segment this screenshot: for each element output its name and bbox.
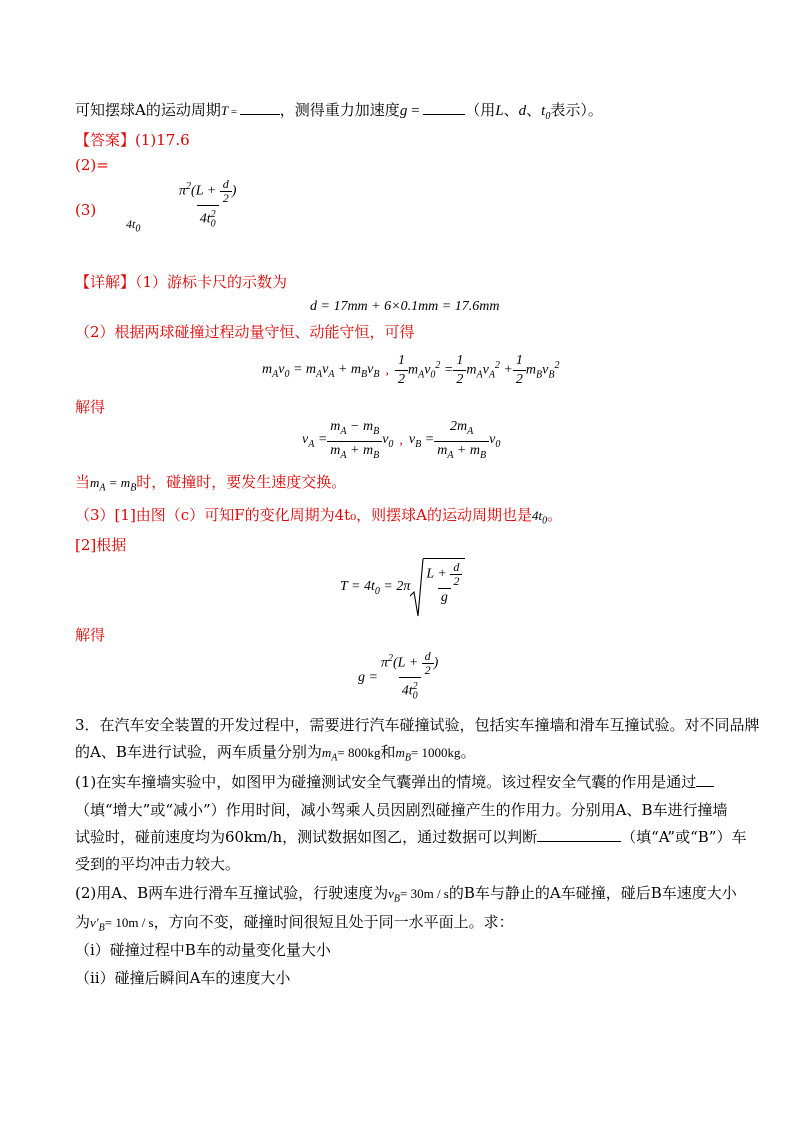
detail-solve-2: 解得	[75, 626, 106, 644]
q3-part1-line-1: (1)在实车撞墙实验中，如图甲为碰撞测试安全气囊弹出的情境。该过程安全气囊的作用是通过	[75, 772, 714, 792]
blank-period	[240, 100, 280, 115]
question-line-period: 可知摆球A的运动周期T = ，测得重力加速度g = （用L、d、$t_0$表示）。	[75, 101, 603, 122]
answer-line-1	[75, 130, 190, 150]
sqrt-icon	[410, 558, 424, 618]
equation-gravity: g = $\pi^2(L$ + $\frac{d}{2}$ ) $4t_0^2$	[358, 650, 441, 705]
detail-p2: （2）根据两球碰撞过程动量守恒、动能守恒，可得	[75, 323, 415, 341]
line1-post2: 表示）。	[550, 101, 603, 119]
answer-1: (1)17.6	[135, 131, 190, 149]
detail-p4: （3）[1]由图（c）可知F的变化周期为4t₀，则摆球A的运动周期也是$4t_0$。	[75, 506, 563, 527]
equation-velocities: $v_A$ = $\frac{m_A - m_B}{m_A + m_B}$ $v_0$ , $v_B$ = $\frac{2m_A}{m_A + m_B}$ $v_0$	[302, 418, 500, 465]
answer-2: (2)=	[75, 156, 109, 174]
detail-line-1	[75, 272, 287, 292]
line1-post: （用	[465, 101, 496, 119]
blank-car	[537, 827, 621, 842]
var-L: L	[495, 103, 504, 119]
answer-3-gravity-formula: $\pi^2(L$ + $\frac{d}{2}$ ) $4t_0^2$	[176, 178, 239, 233]
q3-subquestion-ii: （ⅱ）碰撞后瞬间A车的速度大小	[75, 969, 291, 987]
detail-tag: 【详解】	[75, 273, 136, 291]
detail-p1: （1）游标卡尺的示数为	[135, 273, 288, 291]
equation-period-pendulum: $T = 4t_0 = 2\pi$ L + $\frac{d}{2}$ g	[340, 558, 465, 618]
q3-subquestion-i: （ⅰ）碰撞过程中B车的动量变化量大小	[75, 941, 331, 959]
equation-vernier: d = 17mm + 6×0.1mm = 17.6mm	[310, 299, 500, 314]
detail-solve-1: 解得	[75, 398, 106, 416]
answer-3-label: (3)	[75, 201, 97, 219]
answer-3-period: $4t_0$	[126, 217, 141, 235]
blank-gravity	[423, 100, 465, 115]
q3-part1-line-2: （填“增大”或“减小”）作用时间，减小驾乘人员因剧烈碰撞产生的作用力。分别用A、B车进行撞墙	[75, 801, 728, 819]
q3-line-2: 的A、B车进行试验，两车质量分别为$m_A= 800kg$和$m_B= 1000kg$。	[75, 743, 476, 764]
q3-part1-line-3: 试验时，碰前速度均为60km/h，测试数据如图乙，通过数据可以判断 （填“A”或“B”）车	[75, 828, 747, 846]
q3-line-1: 3．在汽车安全装置的开发过程中，需要进行汽车碰撞试验，包括实车撞墙和滑车互撞试验。对不同品牌	[75, 716, 760, 734]
gravity-symbol: g	[399, 103, 408, 119]
period-symbol: T	[220, 103, 229, 118]
var-d: d	[518, 103, 527, 119]
line1-mid: ，测得重力加速度	[279, 101, 400, 119]
detail-p3: 当$m_A = m_B$时，碰撞时，要发生速度交换。	[75, 473, 347, 494]
equation-momentum-energy: $m_Av_0 = m_Av_A + m_Bv_B$ , $\frac{1}{2}$ $m_Av_0^2$ = $\frac{1}{2}$ $m_Av_A^2$ + $\frac{1}{2}$ $m_Bv_B^2$	[262, 353, 560, 387]
answer-tag: 【答案】	[75, 131, 136, 149]
q3-part2-line-2: 为$v'_B= 10m / s$，方向不变，碰撞时间很短且处于同一水平面上。求：	[75, 913, 514, 934]
blank-airbag	[696, 772, 714, 787]
var-t0: $t_0$	[541, 103, 551, 122]
q3-part1-line-4: 受到的平均冲击力较大。	[75, 855, 241, 873]
detail-p5: [2]根据	[75, 536, 127, 554]
line1-pre: 可知摆球A的运动周期	[75, 101, 221, 119]
q3-part2-line-1: (2)用A、B两车进行滑车互撞试验，行驶速度为$v_B= 30m / s$的B车与静止的A车碰撞，碰后B车速度大小	[75, 884, 737, 905]
